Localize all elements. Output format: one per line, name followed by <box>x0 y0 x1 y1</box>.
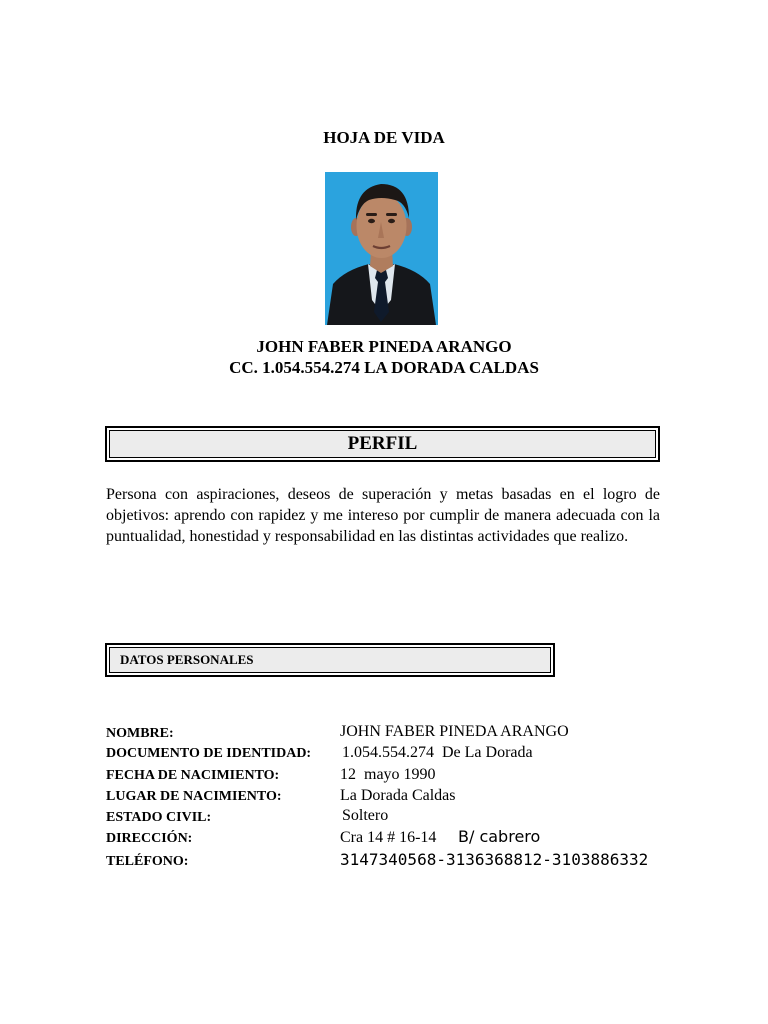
estado-civil-value: Soltero <box>342 807 389 824</box>
lugar-nacimiento-value: La Dorada Caldas <box>340 787 456 804</box>
fecha-nacimiento-value: 12 mayo 1990 <box>340 766 436 783</box>
documento-label: DOCUMENTO DE IDENTIDAD: <box>106 746 312 761</box>
document-title: HOJA DE VIDA <box>323 128 445 147</box>
documento-value: 1.054.554.274 De La Dorada <box>342 744 533 761</box>
portrait-illustration <box>325 172 438 325</box>
perfil-description: Persona con aspiraciones, deseos de superación y metas basadas en el logro de objetivos: aprendo con rapidez y me intereso por cumplir de manera adecuada con la puntualidad, honestidad y responsabilidad en las distintas actividades que realizo. <box>106 486 660 545</box>
datos-personales-heading: DATOS PERSONALES <box>109 647 551 673</box>
direccion-label: DIRECCIÓN: <box>106 831 193 846</box>
direccion-value: Cra 14 # 16-14 <box>340 829 437 846</box>
direccion-barrio: B/ cabrero <box>458 827 541 846</box>
telefono-value: 3147340568-3136368812-3103886332 <box>340 850 649 869</box>
fecha-nacimiento-label: FECHA DE NACIMIENTO: <box>106 768 280 783</box>
lugar-nacimiento-label: LUGAR DE NACIMIENTO: <box>106 789 282 804</box>
nombre-label: NOMBRE: <box>106 726 174 741</box>
estado-civil-label: ESTADO CIVIL: <box>106 810 212 825</box>
candidate-id-line: CC. 1.054.554.274 LA DORADA CALDAS <box>229 358 539 377</box>
datos-personales-section-header <box>105 643 555 677</box>
candidate-name: JOHN FABER PINEDA ARANGO <box>256 337 512 356</box>
profile-photo <box>325 172 438 325</box>
telefono-label: TELÉFONO: <box>106 854 189 869</box>
perfil-heading: PERFIL <box>109 430 656 458</box>
nombre-value: JOHN FABER PINEDA ARANGO <box>340 723 569 740</box>
perfil-section-header <box>105 426 660 462</box>
